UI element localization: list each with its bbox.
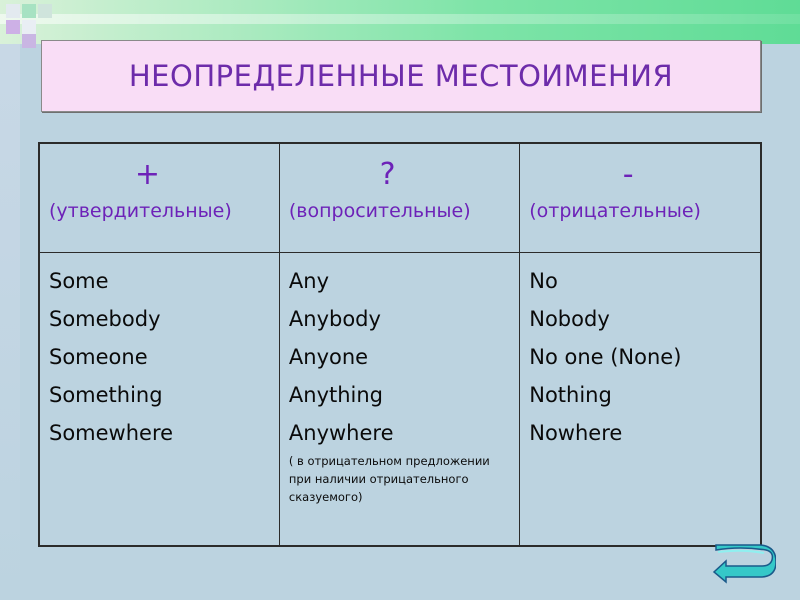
- list-item: Nothing: [529, 383, 612, 407]
- top-decorative-band: [0, 0, 800, 44]
- list-item: Nowhere: [529, 421, 623, 445]
- deco-square: [22, 4, 36, 18]
- plus-symbol: +: [134, 157, 161, 192]
- question-symbol: ?: [379, 157, 396, 192]
- list-item: Someone: [49, 345, 148, 369]
- deco-square: [6, 20, 20, 34]
- deco-square: [6, 4, 20, 18]
- list-item: Something: [49, 383, 163, 407]
- header-label: (отрицательные): [529, 200, 701, 222]
- minus-symbol: -: [622, 157, 634, 192]
- usage-note: при наличии отрицательного: [288, 472, 469, 486]
- list-item: Any: [288, 269, 329, 293]
- words-cell-any: [279, 253, 519, 547]
- deco-square: [22, 20, 36, 34]
- return-arrow-icon[interactable]: [710, 544, 776, 584]
- list-item: Anyone: [288, 345, 369, 369]
- deco-square: [22, 34, 36, 48]
- page-title: НЕОПРЕДЕЛЕННЫЕ МЕСТОИМЕНИЯ: [128, 59, 674, 93]
- list-item: Somebody: [49, 307, 161, 331]
- list-item: Nobody: [529, 307, 610, 331]
- header-cell-affirmative: [39, 143, 279, 253]
- list-item: Anything: [288, 383, 384, 407]
- header-row: [39, 143, 761, 253]
- words-cell-no: [520, 253, 761, 547]
- left-decorative-band: [0, 44, 20, 600]
- usage-note: сказуемого): [288, 490, 363, 504]
- words-row: [39, 253, 761, 547]
- header-label: (утвердительные): [49, 200, 232, 222]
- pronouns-table: [38, 142, 762, 547]
- list-item: No: [529, 269, 558, 293]
- header-cell-interrogative: [279, 143, 519, 253]
- title-box: [41, 40, 761, 112]
- list-item: No one (None): [529, 345, 682, 369]
- list-item: Anywhere: [288, 421, 394, 445]
- list-item: Anybody: [288, 307, 381, 331]
- header-label: (вопросительные): [288, 200, 471, 222]
- words-cell-some: [39, 253, 279, 547]
- header-cell-negative: [520, 143, 761, 253]
- list-item: Some: [49, 269, 109, 293]
- list-item: Somewhere: [49, 421, 174, 445]
- deco-square: [38, 4, 52, 18]
- usage-note: ( в отрицательном предложении: [288, 454, 490, 468]
